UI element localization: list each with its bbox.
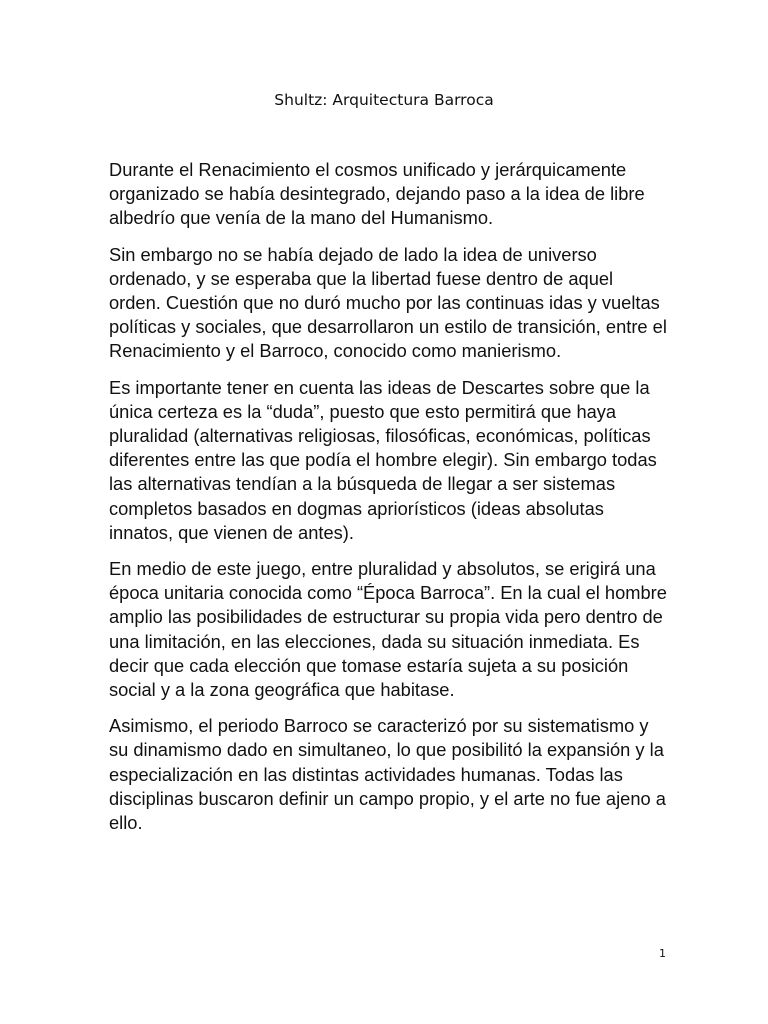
document-title: Shultz: Arquitectura Barroca (274, 91, 494, 109)
page-number: 1 (659, 947, 666, 960)
paragraph-1: Durante el Renacimiento el cosmos unificado y jerárquicamente organizado se había desintegrado, dejando paso a la idea de libre albedrío que venía de la mano del Humanismo. (109, 159, 645, 229)
paragraph-4: En medio de este juego, entre pluralidad y absolutos, se erigirá una época unitaria conocida como “Época Barroca”. En la cual el hombre amplio las posibilidades de estructurar su propia vida pero dentro de una limitación, en las elecciones, dada su situación inmediata. Es decir que cada elección que tomase estaría sujeta a su posición social y a la zona geográfica que habitase. (109, 558, 667, 701)
paragraph-3: Es importante tener en cuenta las ideas de Descartes sobre que la única certeza es la “duda”, puesto que esto permitirá que haya pluralidad (alternativas religiosas, filosóficas, económicas, políticas diferentes entre las que podía el hombre elegir). Sin embargo todas las alternativas tendían a la búsqueda de llegar a ser sistemas completos basados en dogmas apriorísticos (ideas absolutas innatos, que vienen de antes). (109, 376, 657, 543)
paragraph-2: Sin embargo no se había dejado de lado la idea de universo ordenado, y se esperaba que la libertad fuese dentro de aquel orden. Cuestión que no duró mucho por las continuas idas y vueltas políticas y sociales, que desarrollaron un estilo de transición, entre el Renacimiento y el Barroco, conocido como manierismo. (109, 243, 667, 362)
paragraph-5: Asimismo, el periodo Barroco se caracterizó por su sistematismo y su dinamismo dado en simultaneo, lo que posibilitó la expansión y la especialización en las distintas actividades humanas. Todas las disciplinas buscaron definir un campo propio, y el arte no fue ajeno a ello. (109, 715, 666, 834)
document-body (109, 158, 669, 847)
